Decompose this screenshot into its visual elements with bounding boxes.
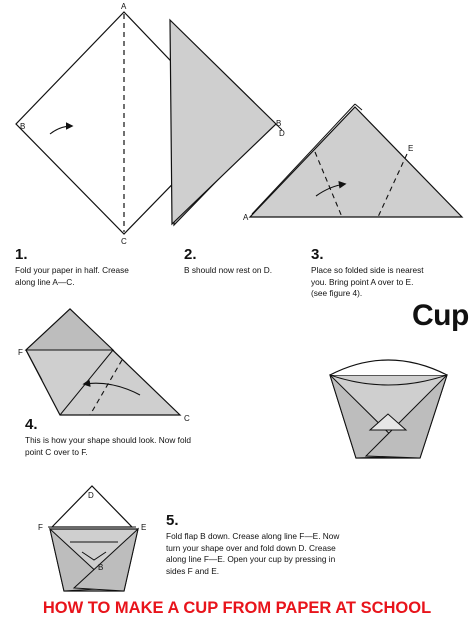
point-label-e5: E <box>141 523 147 532</box>
finished-cup <box>330 360 447 458</box>
page-banner-title: HOW TO MAKE A CUP FROM PAPER AT SCHOOL <box>42 599 432 617</box>
step-4-number: 4. <box>25 416 38 433</box>
figure-2-folded-half <box>170 20 285 225</box>
step-3-line-2: you. Bring point A over to E. <box>311 276 414 287</box>
cup-title: Cup <box>412 299 469 332</box>
figure-4-shape <box>18 309 190 423</box>
point-label-c: C <box>121 237 127 246</box>
step-3-line-3: (see figure 4). <box>311 288 363 298</box>
step-5-line-1: Fold flap B down. Crease along line F—E. Now <box>166 531 340 541</box>
step-1-line-2: along line A—C. <box>15 276 75 287</box>
step-2-line-1: B should now rest on D. <box>184 265 273 275</box>
point-label-b5: B <box>98 563 104 572</box>
point-label-f4: F <box>18 348 23 357</box>
point-label-d2: D <box>279 129 285 138</box>
point-label-e3: E <box>408 144 414 153</box>
step-5-line-3: along line F—E. Open your cup by pressing in <box>166 554 336 564</box>
step-3-line-1: Place so folded side is nearest <box>311 265 424 275</box>
step-3-number: 3. <box>311 246 324 263</box>
point-label-c4: C <box>184 414 190 423</box>
point-label-f5: F <box>38 523 43 532</box>
step-5-line-2: turn your shape over and fold down D. Crease <box>166 542 336 553</box>
step-5-line-4: sides F and E. <box>166 565 220 576</box>
point-label-d5: D <box>88 491 94 500</box>
step-1-line-1: Fold your paper in half. Crease <box>15 265 129 275</box>
point-label-a3: A <box>243 213 249 222</box>
step-2-text <box>184 265 304 277</box>
point-label-b2: B <box>276 119 282 128</box>
step-5-text <box>166 531 386 577</box>
step-1-text <box>15 265 175 288</box>
figure-5-shape <box>38 486 146 591</box>
point-label-b: B <box>20 122 26 131</box>
step-2-number: 2. <box>184 246 197 263</box>
step-3-text <box>311 265 471 300</box>
point-label-a: A <box>121 2 127 11</box>
step-4-line-1: This is how your shape should look. Now fold <box>25 435 192 445</box>
step-4-text <box>25 435 245 458</box>
step-1-number: 1. <box>15 246 28 263</box>
step-5-number: 5. <box>166 512 179 529</box>
step-4-line-2: point C over to F. <box>25 446 88 457</box>
